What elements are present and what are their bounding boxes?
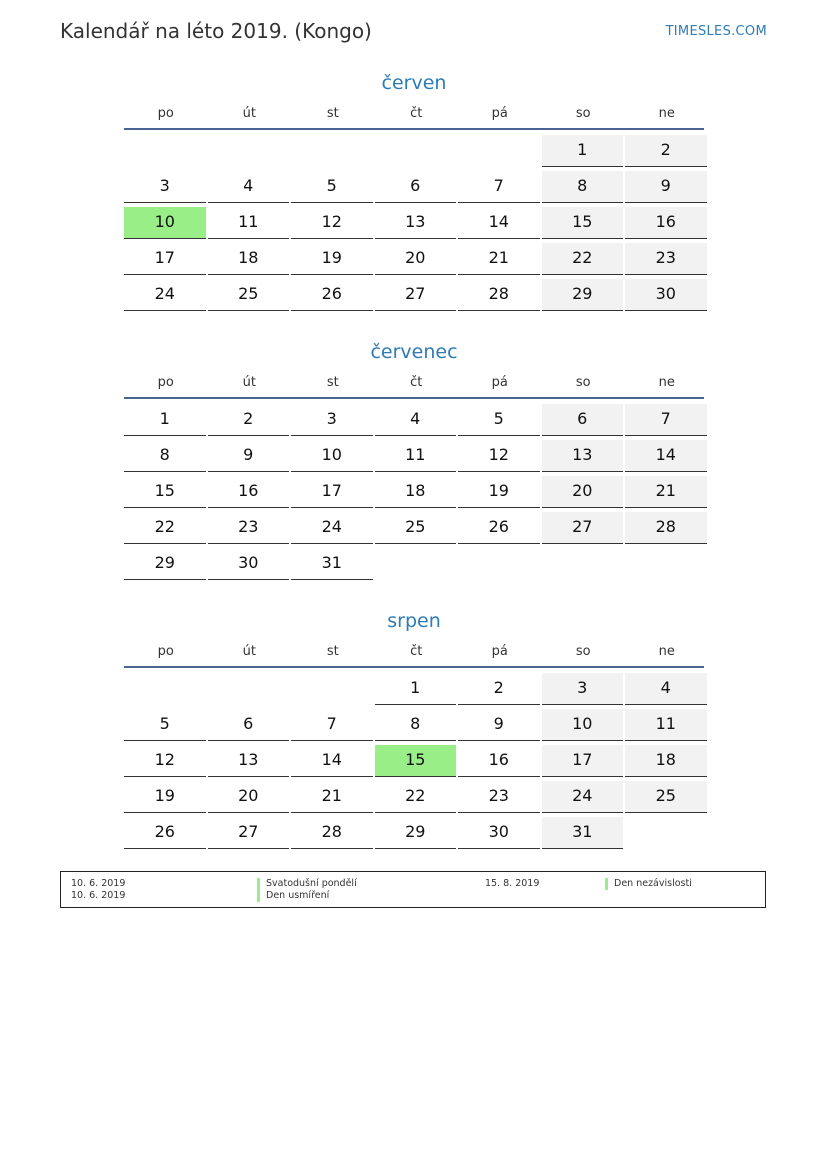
day-cell[interactable]: 30	[458, 817, 540, 849]
day-cell[interactable]: 25	[208, 279, 290, 311]
weekday-label: čt	[410, 106, 423, 121]
day-cell[interactable]: 4	[375, 404, 457, 436]
empty-cell	[375, 135, 457, 167]
day-cell[interactable]: 7	[291, 709, 373, 741]
day-cell[interactable]: 16	[208, 476, 290, 508]
page-title: Kalendář na léto 2019. (Kongo)	[60, 19, 372, 43]
day-cell[interactable]: 5	[458, 404, 540, 436]
day-cell[interactable]: 27	[208, 817, 290, 849]
day-cell[interactable]: 16	[625, 207, 707, 239]
day-grid	[124, 134, 704, 314]
day-cell[interactable]: 28	[291, 817, 373, 849]
day-grid	[124, 403, 704, 583]
day-cell[interactable]: 24	[124, 279, 206, 311]
day-cell[interactable]: 22	[124, 512, 206, 544]
holiday-legend	[60, 871, 766, 908]
day-cell[interactable]: 22	[542, 243, 624, 275]
weekday-header	[124, 375, 704, 399]
legend-holiday-name: Den nezávislosti	[605, 878, 692, 890]
day-cell[interactable]: 15	[542, 207, 624, 239]
legend-holiday-name: Svatodušní pondělí	[257, 878, 357, 890]
day-cell[interactable]: 9	[625, 171, 707, 203]
day-cell[interactable]: 8	[542, 171, 624, 203]
day-cell[interactable]: 14	[625, 440, 707, 472]
empty-cell	[208, 135, 290, 167]
day-cell[interactable]: 20	[542, 476, 624, 508]
day-cell[interactable]: 26	[124, 817, 206, 849]
day-cell[interactable]: 23	[208, 512, 290, 544]
day-cell[interactable]: 27	[542, 512, 624, 544]
day-cell[interactable]: 28	[458, 279, 540, 311]
month-june	[124, 70, 704, 314]
day-cell[interactable]: 7	[625, 404, 707, 436]
day-cell[interactable]: 3	[542, 673, 624, 705]
day-cell[interactable]: 5	[124, 709, 206, 741]
day-cell[interactable]: 26	[458, 512, 540, 544]
weekday-label: ne	[658, 644, 675, 659]
day-cell[interactable]: 16	[458, 745, 540, 777]
legend-date: 10. 6. 2019	[71, 890, 126, 901]
day-cell[interactable]: 6	[208, 709, 290, 741]
month-title: červen	[381, 72, 447, 94]
day-cell[interactable]: 8	[375, 709, 457, 741]
day-cell[interactable]: 24	[542, 781, 624, 813]
day-cell[interactable]: 1	[124, 404, 206, 436]
day-cell[interactable]: 28	[625, 512, 707, 544]
day-cell[interactable]: 31	[291, 548, 373, 580]
day-cell[interactable]: 23	[458, 781, 540, 813]
weekday-label: út	[242, 644, 256, 659]
day-cell[interactable]: 18	[625, 745, 707, 777]
day-cell[interactable]: 25	[625, 781, 707, 813]
day-cell[interactable]: 17	[124, 243, 206, 275]
day-cell[interactable]: 12	[124, 745, 206, 777]
day-cell[interactable]: 11	[625, 709, 707, 741]
day-cell[interactable]: 31	[542, 817, 624, 849]
weekday-label: st	[326, 644, 339, 659]
weekday-label: pá	[491, 106, 508, 121]
weekday-label: so	[575, 644, 591, 659]
day-cell[interactable]: 21	[625, 476, 707, 508]
day-cell[interactable]: 2	[208, 404, 290, 436]
legend-holiday-name: Den usmíření	[257, 890, 329, 902]
day-cell[interactable]: 3	[291, 404, 373, 436]
day-cell[interactable]: 21	[291, 781, 373, 813]
empty-cell	[124, 673, 206, 705]
day-cell[interactable]: 12	[458, 440, 540, 472]
empty-cell	[208, 673, 290, 705]
day-cell[interactable]: 1	[542, 135, 624, 167]
month-title: srpen	[387, 610, 441, 632]
day-cell[interactable]: 18	[375, 476, 457, 508]
weekday-label: po	[157, 644, 174, 659]
day-cell[interactable]: 2	[625, 135, 707, 167]
holiday-day-cell[interactable]: 15	[375, 745, 457, 777]
weekday-label: pá	[491, 375, 508, 390]
day-cell[interactable]: 8	[124, 440, 206, 472]
day-cell[interactable]: 3	[124, 171, 206, 203]
weekday-label: út	[242, 375, 256, 390]
day-cell[interactable]: 12	[291, 207, 373, 239]
day-cell[interactable]: 19	[124, 781, 206, 813]
month-july	[124, 339, 704, 583]
day-cell[interactable]: 14	[291, 745, 373, 777]
day-cell[interactable]: 11	[208, 207, 290, 239]
day-cell[interactable]: 11	[375, 440, 457, 472]
legend-entry	[61, 890, 765, 902]
day-cell[interactable]: 7	[458, 171, 540, 203]
day-cell[interactable]: 22	[375, 781, 457, 813]
day-grid	[124, 672, 704, 852]
day-cell[interactable]: 17	[291, 476, 373, 508]
weekday-label: po	[157, 106, 174, 121]
day-cell[interactable]: 30	[208, 548, 290, 580]
day-cell[interactable]: 18	[208, 243, 290, 275]
day-cell[interactable]: 9	[208, 440, 290, 472]
day-cell[interactable]: 13	[542, 440, 624, 472]
day-cell[interactable]: 21	[458, 243, 540, 275]
day-cell[interactable]: 23	[625, 243, 707, 275]
weekday-label: so	[575, 106, 591, 121]
month-title: červenec	[370, 341, 458, 363]
day-cell[interactable]: 13	[375, 207, 457, 239]
weekday-header	[124, 106, 704, 130]
day-cell[interactable]: 29	[124, 548, 206, 580]
day-cell[interactable]: 20	[375, 243, 457, 275]
day-cell[interactable]: 25	[375, 512, 457, 544]
empty-cell	[124, 135, 206, 167]
day-cell[interactable]: 6	[375, 171, 457, 203]
day-cell[interactable]: 5	[291, 171, 373, 203]
day-cell[interactable]: 29	[375, 817, 457, 849]
day-cell[interactable]: 17	[542, 745, 624, 777]
weekday-label: ne	[658, 106, 675, 121]
day-cell[interactable]: 26	[291, 279, 373, 311]
day-cell[interactable]: 29	[542, 279, 624, 311]
weekday-label: út	[242, 106, 256, 121]
day-cell[interactable]: 2	[458, 673, 540, 705]
day-cell[interactable]: 6	[542, 404, 624, 436]
day-cell[interactable]: 30	[625, 279, 707, 311]
day-cell[interactable]: 19	[458, 476, 540, 508]
weekday-label: so	[575, 375, 591, 390]
weekday-header	[124, 644, 704, 668]
day-cell[interactable]: 15	[124, 476, 206, 508]
weekday-label: po	[157, 375, 174, 390]
month-august	[124, 608, 704, 852]
empty-cell	[291, 673, 373, 705]
day-cell[interactable]: 4	[208, 171, 290, 203]
empty-cell	[458, 135, 540, 167]
weekday-label: pá	[491, 644, 508, 659]
legend-date: 15. 8. 2019	[485, 878, 540, 889]
weekday-label: st	[326, 106, 339, 121]
weekday-label: st	[326, 375, 339, 390]
weekday-label: ne	[658, 375, 675, 390]
day-cell[interactable]: 10	[542, 709, 624, 741]
day-cell[interactable]: 9	[458, 709, 540, 741]
day-cell[interactable]: 13	[208, 745, 290, 777]
weekday-label: čt	[410, 644, 423, 659]
day-cell[interactable]: 14	[458, 207, 540, 239]
empty-cell	[291, 135, 373, 167]
day-cell[interactable]: 27	[375, 279, 457, 311]
day-cell[interactable]: 10	[291, 440, 373, 472]
legend-date: 10. 6. 2019	[71, 878, 126, 889]
holiday-day-cell[interactable]: 10	[124, 207, 206, 239]
day-cell[interactable]: 24	[291, 512, 373, 544]
weekday-label: čt	[410, 375, 423, 390]
legend-entry	[61, 878, 765, 890]
day-cell[interactable]: 4	[625, 673, 707, 705]
day-cell[interactable]: 20	[208, 781, 290, 813]
site-link[interactable]: TIMESLES.COM	[665, 24, 767, 39]
day-cell[interactable]: 19	[291, 243, 373, 275]
day-cell[interactable]: 1	[375, 673, 457, 705]
